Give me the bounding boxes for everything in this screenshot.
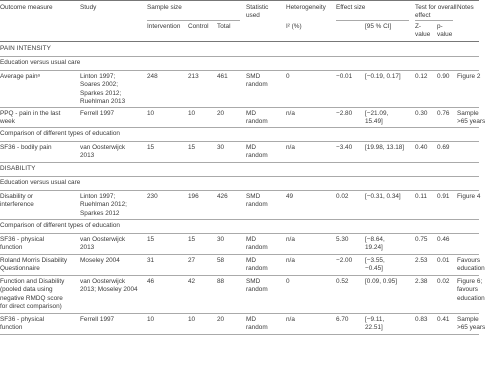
cell-total: 30 (217, 236, 225, 243)
cell-stat: MD (246, 236, 256, 243)
row-divider (0, 70, 479, 71)
cell-notes: >65 years (457, 324, 485, 332)
cell-control: 42 (188, 278, 196, 285)
cell-p: 0.01 (437, 257, 450, 264)
subheader-ci: [95 % CI] (365, 23, 392, 30)
cell-ci: [−21.09, (365, 110, 389, 117)
cell-stat: random (246, 286, 268, 294)
cell-es: −0.01 (336, 73, 353, 80)
cell-outcome: SF36 - physical (0, 316, 45, 323)
cell-ci: 19.24] (365, 244, 383, 252)
cell-control: 27 (188, 257, 196, 264)
cell-ci: [−8.64, (365, 236, 385, 243)
cell-stat: random (246, 152, 268, 160)
cell-ci: −0.45] (365, 265, 383, 273)
row-divider (0, 334, 479, 335)
cell-notes: favours (457, 286, 478, 294)
cell-stat: SMD (246, 278, 261, 285)
cell-study: Sparkes 2012 (80, 209, 120, 217)
cell-stat: random (246, 201, 268, 209)
cell-stat: MD (246, 110, 256, 117)
effect-size-underline (336, 20, 409, 21)
header-sample-size: Sample size (147, 4, 182, 11)
header-effect-size: Effect size (336, 4, 366, 11)
cell-control: 213 (188, 73, 199, 80)
cell-study: van Oosterwijck (80, 144, 126, 151)
cell-ci: [−0.19, 0.17] (365, 73, 401, 80)
cell-notes: education (457, 294, 485, 302)
cell-notes: Figure 2 (457, 73, 481, 80)
cell-intervention: 10 (147, 110, 155, 117)
cell-es: 0.52 (336, 278, 349, 285)
cell-p: 0.69 (437, 144, 450, 151)
header-test-overall: Test for overall (415, 4, 457, 11)
cell-study: Ruehlman 2012; (80, 201, 127, 209)
cell-study: Linton 1997; (80, 73, 116, 80)
cell-notes: >65 years (457, 118, 485, 126)
cell-z: 0.12 (415, 73, 428, 80)
cell-z: 0.11 (415, 193, 427, 200)
cell-es: −2.00 (336, 257, 353, 264)
row-divider (0, 275, 479, 276)
cell-stat: random (246, 244, 268, 252)
cell-notes: education (457, 265, 485, 273)
row-divider (0, 233, 479, 234)
cell-z: 2.53 (415, 257, 428, 264)
cell-control: 10 (188, 316, 196, 323)
cell-notes: Favours (457, 257, 481, 264)
cell-total: 20 (217, 110, 225, 117)
cell-het: n/a (286, 316, 295, 323)
cell-stat: SMD (246, 73, 261, 80)
cell-ci: 22.51] (365, 324, 383, 332)
subheader-p: p- (437, 23, 443, 30)
subheader-z-2: value (415, 31, 431, 38)
cell-total: 426 (217, 193, 228, 200)
row-divider (0, 176, 479, 177)
section-pain-intensity: PAIN INTENSITY (0, 45, 51, 52)
cell-study: 2013 (80, 152, 95, 160)
cell-es: −2.80 (336, 110, 353, 117)
cell-het: n/a (286, 144, 295, 151)
cell-study: 2013 (80, 244, 95, 252)
test-underline (415, 20, 453, 21)
cell-ci: [−9.11, (365, 316, 385, 323)
cell-control: 15 (188, 144, 196, 151)
header-bottom-rule (0, 41, 479, 42)
cell-control: 196 (188, 193, 199, 200)
cell-outcome: (pooled data using (0, 286, 53, 294)
header-outcome: Outcome measure (0, 4, 53, 11)
cell-ci: [19.98, 13.18] (365, 144, 405, 151)
cell-outcome: function (0, 324, 23, 332)
cell-het: 0 (286, 73, 290, 80)
cell-control: 15 (188, 236, 196, 243)
subheader-total: Total (217, 23, 231, 30)
cell-ci: [−0.31, 0.34] (365, 193, 401, 200)
cell-intervention: 15 (147, 236, 155, 243)
cell-intervention: 10 (147, 316, 155, 323)
cell-stat: random (246, 81, 268, 89)
section-disability: DISABILITY (0, 165, 36, 172)
cell-stat: SMD (246, 193, 261, 200)
cell-het: 49 (286, 193, 294, 200)
subsection-pain-education: Education versus usual care (0, 59, 81, 66)
cell-outcome: interference (0, 201, 34, 209)
cell-study: Ferrell 1997 (80, 110, 115, 117)
cell-p: 0.90 (437, 73, 450, 80)
cell-ci: 15.49] (365, 118, 383, 126)
cell-stat: random (246, 118, 268, 126)
cell-stat: MD (246, 257, 256, 264)
row-divider (0, 56, 479, 57)
cell-outcome: negative RMDQ score (0, 294, 63, 302)
cell-notes: Figure 4 (457, 193, 481, 200)
cell-total: 461 (217, 73, 228, 80)
header-statistic-2: used (246, 12, 260, 19)
row-divider (0, 127, 479, 128)
cell-total: 88 (217, 278, 225, 285)
subsection-disability-comparison: Comparison of different types of education (0, 222, 120, 229)
cell-het: 0 (286, 278, 290, 285)
cell-het: n/a (286, 110, 295, 117)
cell-outcome: Function and Disability (0, 278, 65, 285)
cell-outcome: Disability or (0, 193, 34, 200)
subsection-pain-comparison: Comparison of different types of education (0, 130, 120, 137)
table-top-rule (0, 0, 479, 1)
row-divider (0, 162, 479, 163)
cell-intervention: 31 (147, 257, 155, 264)
cell-study: Linton 1997; (80, 193, 116, 200)
cell-intervention: 248 (147, 73, 158, 80)
cell-het: n/a (286, 257, 295, 264)
subheader-intervention: Intervention (147, 23, 181, 30)
cell-study: Ruehlman 2013 (80, 98, 126, 106)
cell-study: Sparkes 2012; (80, 89, 122, 97)
cell-p: 0.02 (437, 278, 450, 285)
cell-z: 2.38 (415, 278, 428, 285)
header-notes: Notes (457, 4, 474, 11)
cell-study: van Oosterwijck (80, 236, 126, 243)
cell-intervention: 46 (147, 278, 155, 285)
row-divider (0, 107, 479, 108)
cell-stat: random (246, 324, 268, 332)
cell-outcome: SF36 - bodily pain (0, 144, 52, 151)
cell-notes: Sample (457, 316, 479, 323)
cell-stat: random (246, 265, 268, 273)
cell-es: −3.40 (336, 144, 353, 151)
cell-outcome: function (0, 244, 23, 252)
cell-total: 20 (217, 316, 225, 323)
subheader-i2: I² (%) (286, 23, 302, 30)
cell-p: 0.76 (437, 110, 450, 117)
cell-es: 0.02 (336, 193, 349, 200)
cell-notes: Sample (457, 110, 479, 117)
cell-study: van Oosterwijck (80, 278, 126, 285)
cell-z: 0.30 (415, 110, 428, 117)
cell-total: 30 (217, 144, 225, 151)
cell-total: 58 (217, 257, 225, 264)
row-divider (0, 141, 479, 142)
subheader-control: Control (188, 23, 209, 30)
cell-z: 0.83 (415, 316, 428, 323)
header-heterogeneity: Heterogeneity (286, 4, 326, 11)
cell-control: 10 (188, 110, 196, 117)
row-divider (0, 219, 479, 220)
cell-notes: Figure 6; (457, 278, 483, 285)
subheader-p-2: value (437, 31, 453, 38)
cell-es: 6.70 (336, 316, 349, 323)
cell-p: 0.41 (437, 316, 450, 323)
cell-outcome: Questionnaire (0, 265, 40, 273)
row-divider (0, 190, 479, 191)
cell-stat: MD (246, 316, 256, 323)
header-test-overall-2: effect (415, 12, 431, 19)
cell-z: 0.75 (415, 236, 428, 243)
subsection-disability-education: Education versus usual care (0, 179, 81, 186)
cell-es: 5.30 (336, 236, 349, 243)
cell-p: 0.91 (437, 193, 450, 200)
cell-study: 2013; Moseley 2004 (80, 286, 138, 294)
cell-outcome: Average painᵃ (0, 73, 40, 80)
row-divider (0, 313, 479, 314)
cell-intervention: 230 (147, 193, 158, 200)
cell-z: 0.40 (415, 144, 428, 151)
cell-outcome: for direct comparison) (0, 303, 62, 311)
cell-stat: MD (246, 144, 256, 151)
cell-study: Moseley 2004 (80, 257, 120, 264)
cell-p: 0.46 (437, 236, 450, 243)
cell-het: n/a (286, 236, 295, 243)
row-divider (0, 254, 479, 255)
cell-outcome: Roland Morris Disability (0, 257, 68, 264)
cell-outcome: PPQ - pain in the last (0, 110, 61, 117)
cell-outcome: SF36 - physical (0, 236, 45, 243)
cell-study: Ferrell 1997 (80, 316, 115, 323)
header-statistic: Statistic (246, 4, 269, 11)
sample-size-underline (147, 20, 240, 21)
cell-ci: [−3.55, (365, 257, 385, 264)
header-study: Study (80, 4, 97, 11)
cell-study: Soares 2002; (80, 81, 119, 89)
cell-intervention: 15 (147, 144, 155, 151)
subheader-z: Z- (415, 23, 422, 30)
cell-ci: [0.09, 0.95] (365, 278, 397, 285)
cell-outcome: week (0, 118, 15, 126)
